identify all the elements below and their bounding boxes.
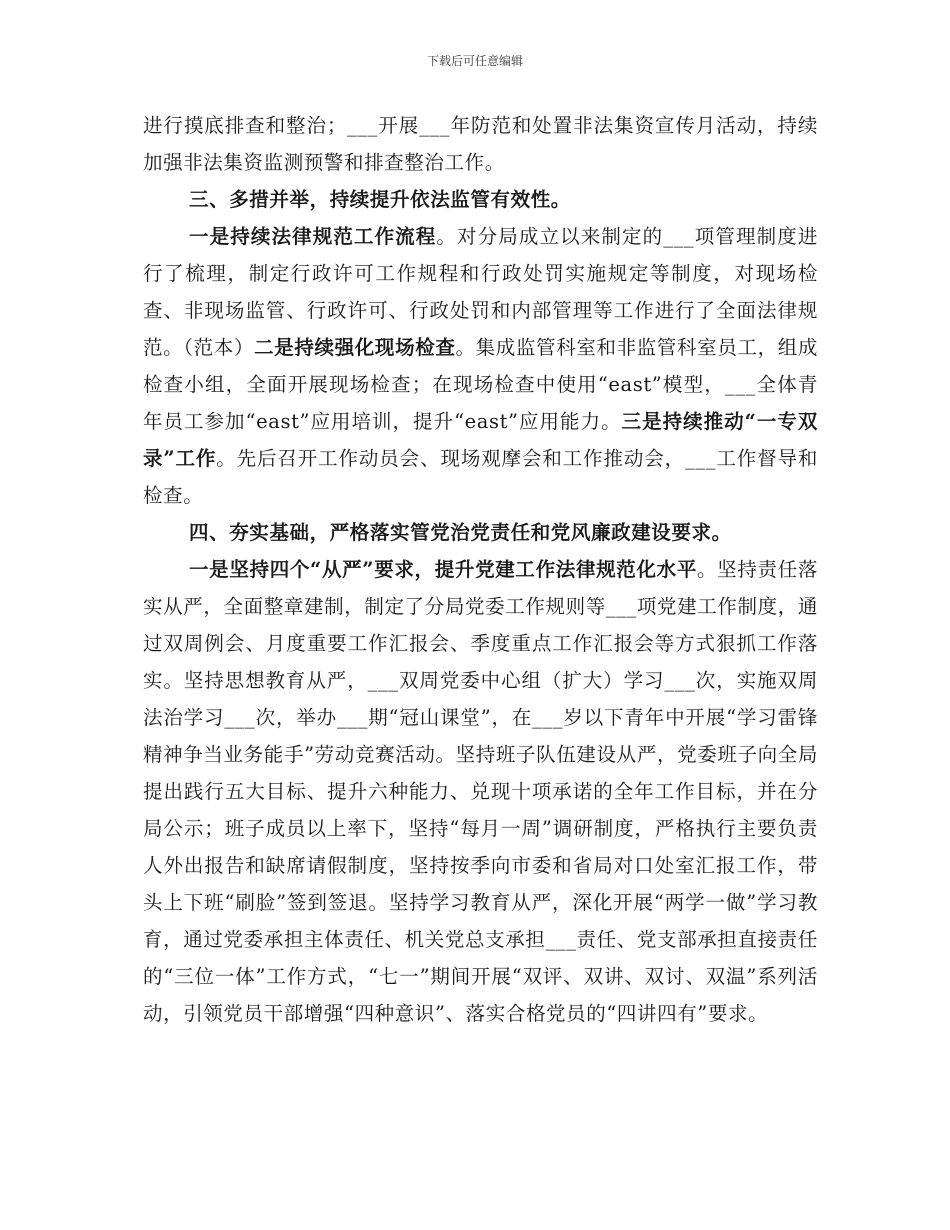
document-body [143,107,818,1032]
paragraph [143,218,818,514]
section-heading: 三、多措并举，持续提升依法监管有效性。 [189,188,571,211]
paragraph-text: 。先后召开工作动员会、现场观摩会和工作推动会，___工作督导和检查。 [143,447,818,507]
page-header: 下载后可任意编辑 [426,54,523,68]
paragraph-text: 。坚持责任落实从严，全面整章建制，制定了分局党委工作规则等___项党建工作制度，通过双周例会、月度重要工作汇报会、季度重点工作汇报会等方式狠抓工作落实。坚持思想教育从严，___双周党委中心组（扩大）学习___次，实施双周法治学习___次，举办___期“冠山课堂”，在___岁以下青年中开展“学习雷锋精神争当业务能手”劳动竞赛活动。坚持班子队伍建设从严，党委班子向全局提出践行五大目标、提升六种能力、兑现十项承诺的全年工作目标，并在分局公示；班子成员以上率下，坚持“每月一周”调研制度，严格执行主要负责人外出报告和缺席请假制度，坚持按季向市委和省局对口处室汇报工作，带头上下班“刷脸”签到签退。坚持学习教育从严，深化开展“两学一做”学习教育，通过党委承担主体责任、机关党总支承担___责任、党支部承担直接责任的“三位一体”工作方式，“七一”期间开展“双评、双讲、双讨、双温”系列活动，引领党员干部增强“四种意识”、落实合格党员的“四讲四有”要求。 [143,558,818,1025]
section-heading: 四、夯实基础，严格落实管党治党责任和党风廉政建设要求。 [189,521,732,544]
bold-lead: 一是坚持四个“从严”要求，提升党建工作法律规范化水平 [189,558,697,581]
paragraph-text: 。对分局成立以来制定的___项管理制度进行了梳理，制定行政许可工作规程和行政处罚实施规定等制度，对现场检查、非现场监管、行政许可、行政处罚和内部管理等工作进行了全面法律规范。（范本） [143,225,818,359]
paragraph: 进行摸底排查和整治；___开展___年防范和处置非法集资宣传月活动，持续加强非法集资监测预警和排查整治工作。 [143,114,818,174]
paragraph-text: 。集成监管科室和非监管科室员工，组成检查小组，全面开展现场检查；在现场检查中使用“east”模型，___全体青年员工参加“east”应用培训，提升“east”应用能力。 [143,336,818,433]
bold-lead: 一是持续法律规范工作流程 [189,225,437,248]
bold-lead: 三是持续推动“一专双录”工作 [143,410,819,470]
bold-lead: 二是持续强化现场检查 [254,336,456,359]
paragraph [143,551,818,1032]
